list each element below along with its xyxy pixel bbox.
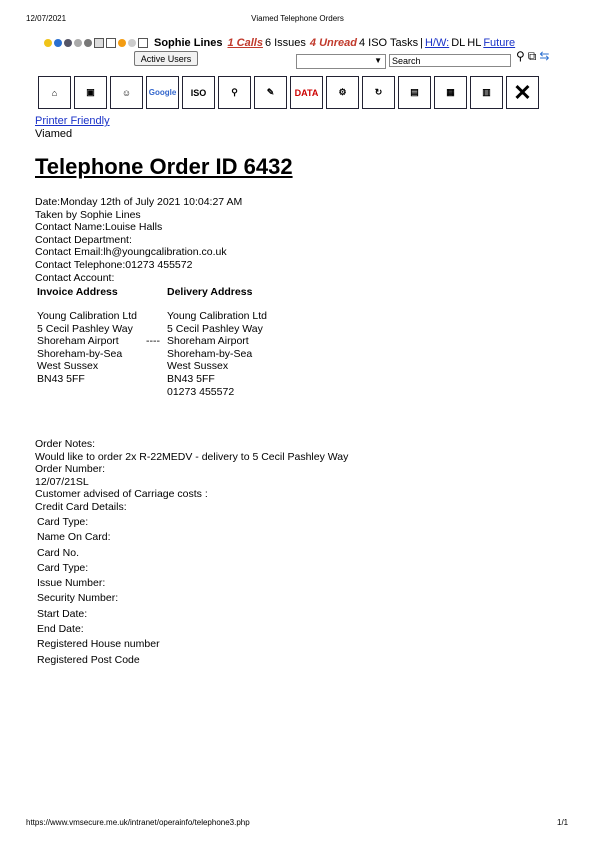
credit-card-details-label: Credit Card Details: <box>35 500 127 513</box>
search-input[interactable]: Search <box>389 54 511 67</box>
pencil-icon[interactable]: ✎ <box>254 76 287 109</box>
main-toolbar <box>38 76 539 109</box>
globe-icon[interactable] <box>54 39 62 47</box>
invoice-address-line: BN43 5FF <box>37 372 85 385</box>
order-number: 12/07/21SL <box>35 475 89 488</box>
print-title: Viamed Telephone Orders <box>251 14 344 23</box>
treasure-chest-icon[interactable]: ▣ <box>74 76 107 109</box>
user-name: Sophie Lines <box>154 37 223 49</box>
delivery-address-line: Shoreham Airport <box>167 335 249 348</box>
contact-account: Contact Account: <box>35 271 115 284</box>
chart-icon[interactable]: ▤ <box>398 76 431 109</box>
iso-icon[interactable]: ISO <box>182 76 215 109</box>
invoice-address-line: Young Calibration Ltd <box>37 310 138 322</box>
cc-card-no: Card No. <box>37 546 80 559</box>
unread-count[interactable]: 4 Unread <box>309 37 357 49</box>
printer-friendly-link[interactable]: Printer Friendly <box>35 115 110 127</box>
gear-icon[interactable] <box>64 39 72 47</box>
cc-card-type-2: Card Type: <box>37 561 89 574</box>
cc-end-date: End Date: <box>37 623 84 636</box>
calls-link[interactable]: 1 Calls <box>227 37 263 49</box>
stars-icon[interactable] <box>128 39 136 47</box>
iso-tasks-count[interactable]: 4 ISO Tasks <box>358 37 419 49</box>
chart-small-icon[interactable] <box>138 38 148 48</box>
order-notes-label: Order Notes: <box>35 438 96 450</box>
wrench-icon[interactable] <box>84 39 92 47</box>
invoice-address-line: Shoreham-by-Sea <box>37 347 123 360</box>
cc-name-on-card: Name On Card: <box>37 531 111 544</box>
order-number-label: Order Number: <box>35 463 106 476</box>
order-notes-text: Would like to order 2x R-22MEDV - delivery to 5 Cecil Pashley Way <box>35 450 349 463</box>
home-icon[interactable]: ⌂ <box>38 76 71 109</box>
search-icons <box>516 49 549 64</box>
contact-email: Contact Email:lh@youngcalibration.co.uk <box>35 246 227 259</box>
delivery-address-line: 5 Cecil Pashley Way <box>167 322 263 335</box>
users-icon[interactable]: ☺ <box>110 76 143 109</box>
order-info <box>35 196 242 284</box>
delivery-address-heading: Delivery Address <box>167 286 253 298</box>
delivery-address <box>167 310 267 398</box>
cc-start-date: Start Date: <box>37 607 88 620</box>
search-icon[interactable]: ⚲ <box>516 49 525 63</box>
print-url: https://www.vmsecure.me.uk/intranet/operainfo/telephone3.php <box>26 818 250 827</box>
magnifier-icon[interactable]: ⚲ <box>218 76 251 109</box>
contact-name: Contact Name:Louise Halls <box>35 221 163 234</box>
google-icon[interactable]: Google <box>146 76 179 109</box>
smiley-icon[interactable] <box>118 39 126 47</box>
chevron-down-icon: ▼ <box>374 56 382 65</box>
active-users-button[interactable]: Active Users <box>134 51 198 66</box>
book-icon[interactable]: ▥ <box>470 76 503 109</box>
window-icon[interactable] <box>106 38 116 48</box>
cc-security-number: Security Number: <box>37 592 119 605</box>
issues-count[interactable]: 6 Issues <box>264 37 306 49</box>
refresh-icon[interactable]: ↻ <box>362 76 395 109</box>
close-icon[interactable]: ✕ <box>506 76 539 109</box>
top-status-bar <box>44 36 515 50</box>
invoice-address <box>37 310 137 386</box>
delivery-address-line: West Sussex <box>167 360 229 373</box>
future-link[interactable]: Future <box>483 37 516 49</box>
star-icon[interactable] <box>44 39 52 47</box>
cc-registered-house-number: Registered House number <box>37 638 160 651</box>
print-page-number: 1/1 <box>557 818 569 827</box>
cc-registered-post-code: Registered Post Code <box>37 653 140 666</box>
address-arrow: ---- <box>146 335 160 347</box>
page-title: Telephone Order ID 6432 <box>35 154 293 179</box>
delivery-address-line: BN43 5FF <box>167 372 215 385</box>
contact-department: Contact Department: <box>35 233 132 246</box>
taken-by: Taken by Sophie Lines <box>35 208 141 221</box>
print-date: 12/07/2021 <box>26 14 67 23</box>
company-name: Viamed <box>35 128 73 140</box>
hw-link[interactable]: H/W: <box>424 37 450 49</box>
opera-data-icon[interactable]: DATA <box>290 76 323 109</box>
external-link-icon[interactable]: ⧉ <box>527 49 537 63</box>
cc-card-type: Card Type: <box>37 516 89 528</box>
table-icon[interactable] <box>94 38 104 48</box>
delivery-address-line: Young Calibration Ltd <box>167 310 268 322</box>
credit-card-fields <box>37 515 160 668</box>
delivery-telephone: 01273 455572 <box>167 385 235 398</box>
order-date: Date:Monday 12th of July 2021 10:04:27 AM <box>35 196 243 208</box>
tool-icon[interactable] <box>74 39 82 47</box>
hl-link[interactable]: HL <box>467 37 482 49</box>
invoice-address-heading: Invoice Address <box>37 286 118 298</box>
dl-link[interactable]: DL <box>451 37 466 49</box>
quick-select[interactable] <box>296 54 386 69</box>
invoice-address-line: West Sussex <box>37 360 99 373</box>
gears-icon[interactable]: ⚙ <box>326 76 359 109</box>
separator: | <box>420 37 423 49</box>
order-notes <box>35 438 348 514</box>
sync-icon[interactable]: ⇆ <box>539 49 550 63</box>
carriage-costs: Customer advised of Carriage costs : <box>35 488 208 501</box>
contact-telephone: Contact Telephone:01273 455572 <box>35 258 193 271</box>
cc-issue-number: Issue Number: <box>37 577 106 590</box>
invoice-address-line: 5 Cecil Pashley Way <box>37 322 133 335</box>
box-icon[interactable]: ▦ <box>434 76 467 109</box>
delivery-address-line: Shoreham-by-Sea <box>167 347 253 360</box>
invoice-address-line: Shoreham Airport <box>37 335 119 348</box>
